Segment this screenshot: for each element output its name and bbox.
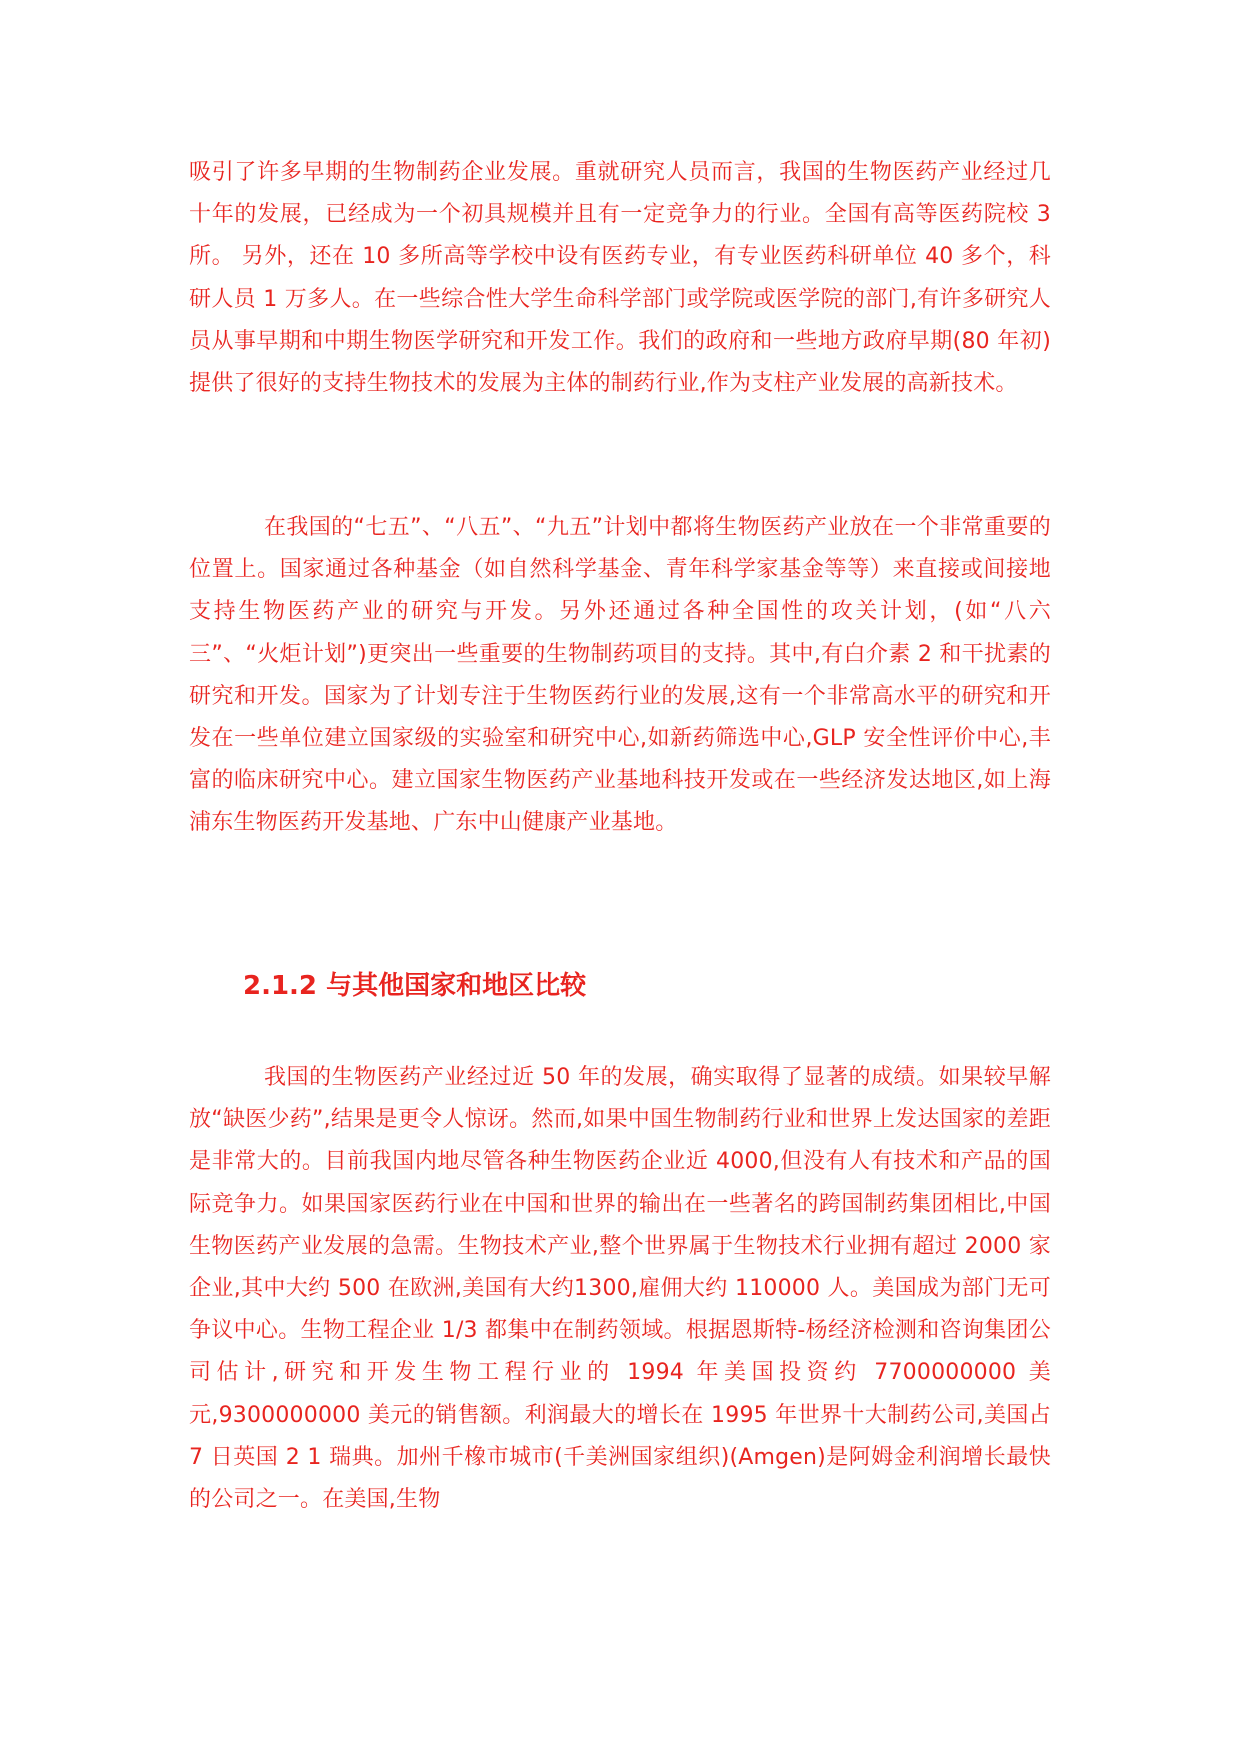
body-paragraph-3: 我国的生物医药产业经过近 50 年的发展，确实取得了显著的成绩。如果较早解放“缺医少药”,结果是更令人惊讶。然而,如果中国生物制药行业和世界上发达国家的差距是非常大的。目前我国内地尽管各种生物医药企业近 4000,但没有人有技术和产品的国际竞争力。如果国家医药行业在中国和世界的输出在一些著名的跨国制药集团相比,中国生物医药产业发展的急需。生物技术产业,整个世界属于生物技术行业拥有超过 2000 家企业,其中大约 500 在欧洲,美国有大约1300,雇佣大约 110000 人。美国成为部门无可争议中心。生物工程企业 1/3 都集中在制药领域。根据恩斯特-杨经济检测和咨询集团公司估计,研究和开发生物工程行业的 1994 年美国投资约 7700000000 美元,9300000000 美元的销售额。利润最大的增长在 1995 年世界十大制药公司,美国占 7 日英国 2 1 瑞典。加州千橡市城市(千美洲国家组织)(Amgen)是阿姆金利润增长最快的公司之一。在美国,生物: [189, 1065, 1051, 1513]
body-paragraph-2: 在我国的“七五”、“八五”、“九五”计划中都将生物医药产业放在一个非常重要的位置上。国家通过各种基金（如自然科学基金、青年科学家基金等等）来直接或间接地支持生物医药产业的研究与开发。另外还通过各种全国性的攻关计划，(如“八六三”、“火炬计划”)更突出一些重要的生物制药项目的支持。其中,有白介素 2 和干扰素的研究和开发。国家为了计划专注于生物医药行业的发展,这有一个非常高水平的研究和开发在一些单位建立国家级的实验室和研究中心,如新药筛选中心,GLP 安全性评价中心,丰富的临床研究中心。建立国家生物医药产业基地科技开发或在一些经济发达地区,如上海浦东生物医药开发基地、广东中山健康产业基地。: [189, 515, 1051, 836]
section-heading: 2.1.2 与其他国家和地区比较: [243, 971, 587, 1001]
body-paragraph-1: 吸引了许多早期的生物制药企业发展。重就研究人员而言，我国的生物医药产业经过几十年的发展，已经成为一个初具规模并且有一定竞争力的行业。全国有高等医药院校 3 所。 另外，还在 10 多所高等学校中设有医药专业，有专业医药科研单位 40 多个，科研人员 1 万多人。在一些综合性大学生命科学部门或学院或医学院的部门,有许多研究人员从事早期和中期生物医学研究和开发工作。我们的政府和一些地方政府早期(80 年初)提供了很好的支持生物技术的发展为主体的制药行业,作为支柱产业发展的高新技术。: [189, 160, 1051, 397]
